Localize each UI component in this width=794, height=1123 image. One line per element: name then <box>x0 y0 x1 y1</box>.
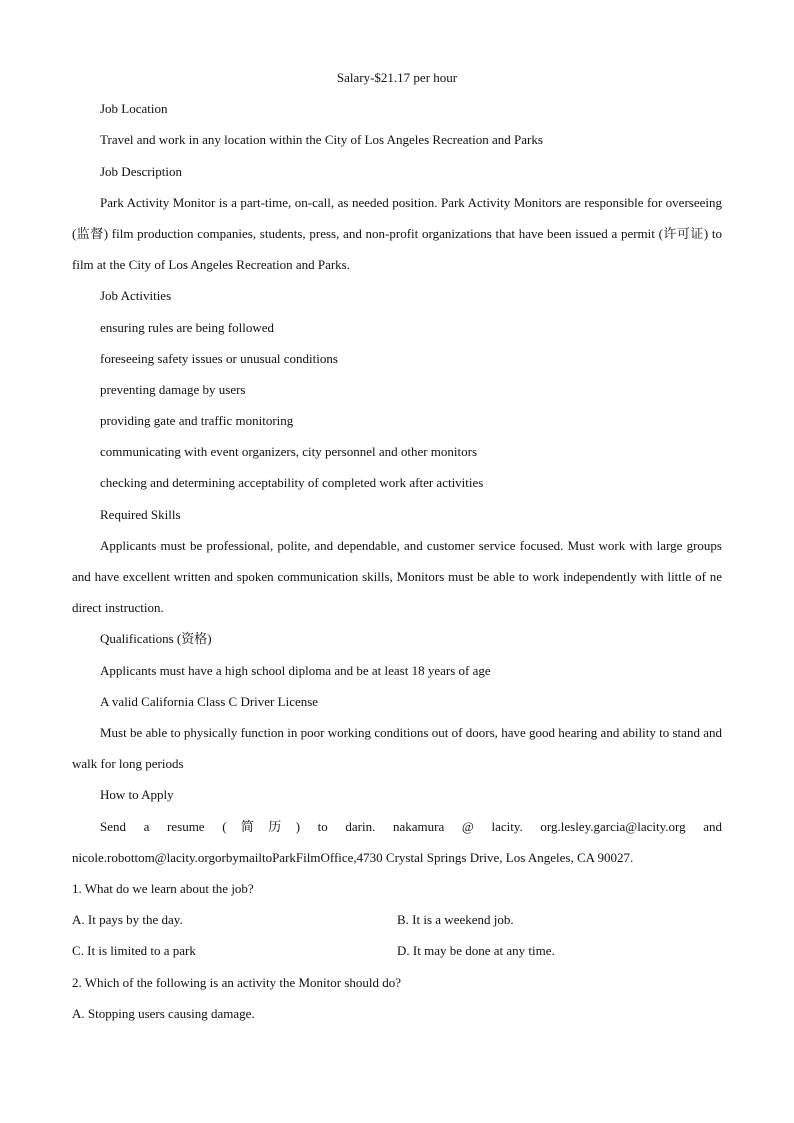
option-a: A. It pays by the day. <box>72 912 183 928</box>
document-page <box>72 62 722 1029</box>
salary-title: Salary-$21.17 per hour <box>336 70 458 85</box>
qualification-item: A valid California Class C Driver License <box>100 693 319 709</box>
required-skills-text: Applicants must be professional, polite, and dependable, and customer service focused. Must work with large groups and have excellent written and spoken communication skills, Monitors must be able to work independently with little of ne direct instruction. <box>72 537 722 616</box>
question-stem: 2. Which of the following is an activity the Monitor should do? <box>72 974 402 990</box>
qualification-item: Applicants must have a high school diploma and be at least 18 years of age <box>100 662 491 678</box>
question-stem: 1. What do we learn about the job? <box>72 881 254 897</box>
options-row <box>72 935 722 966</box>
how-to-apply-heading: How to Apply <box>100 787 174 803</box>
how-to-apply-text: Send a resume (简历) to darin. nakamura @ lacity. org.lesley.garcia@lacity.org and nicole.robottom@lacity.orgorbymailtoParkFilmOffice,4730 Crystal Springs Drive, Los Angeles, CA 90027. <box>72 818 722 865</box>
required-skills-heading: Required Skills <box>100 506 181 522</box>
option-d: D. It may be done at any time. <box>397 943 555 959</box>
qualifications-heading: Qualifications (资格) <box>100 631 212 647</box>
job-location-heading: Job Location <box>100 101 168 117</box>
activity-item: preventing damage by users <box>100 381 246 397</box>
options-row <box>72 904 722 935</box>
activity-item: communicating with event organizers, city personnel and other monitors <box>100 444 478 460</box>
qualifications-text: Must be able to physically function in poor working conditions out of doors, have good hearing and ability to stand and walk for long periods <box>72 725 722 772</box>
job-description-text: Park Activity Monitor is a part-time, on-call, as needed position. Park Activity Monitors are responsible for overseeing (监督) film production companies, students, press, and non-profit organizations that have been issued a permit (许可证) to film at the City of Los Angeles Recreation and Parks. <box>72 194 722 273</box>
option-b: B. It is a weekend job. <box>397 912 514 928</box>
activity-item: providing gate and traffic monitoring <box>100 413 294 429</box>
option-c: C. It is limited to a park <box>72 943 196 959</box>
job-location-text: Travel and work in any location within the City of Los Angeles Recreation and Parks <box>100 132 543 148</box>
activity-item: ensuring rules are being followed <box>100 319 275 335</box>
option-a: A. Stopping users causing damage. <box>72 1005 255 1021</box>
job-activities-heading: Job Activities <box>100 288 172 304</box>
job-description-heading: Job Description <box>100 163 182 179</box>
activity-item: checking and determining acceptability of completed work after activities <box>100 475 484 491</box>
activity-item: foreseeing safety issues or unusual conditions <box>100 350 338 366</box>
